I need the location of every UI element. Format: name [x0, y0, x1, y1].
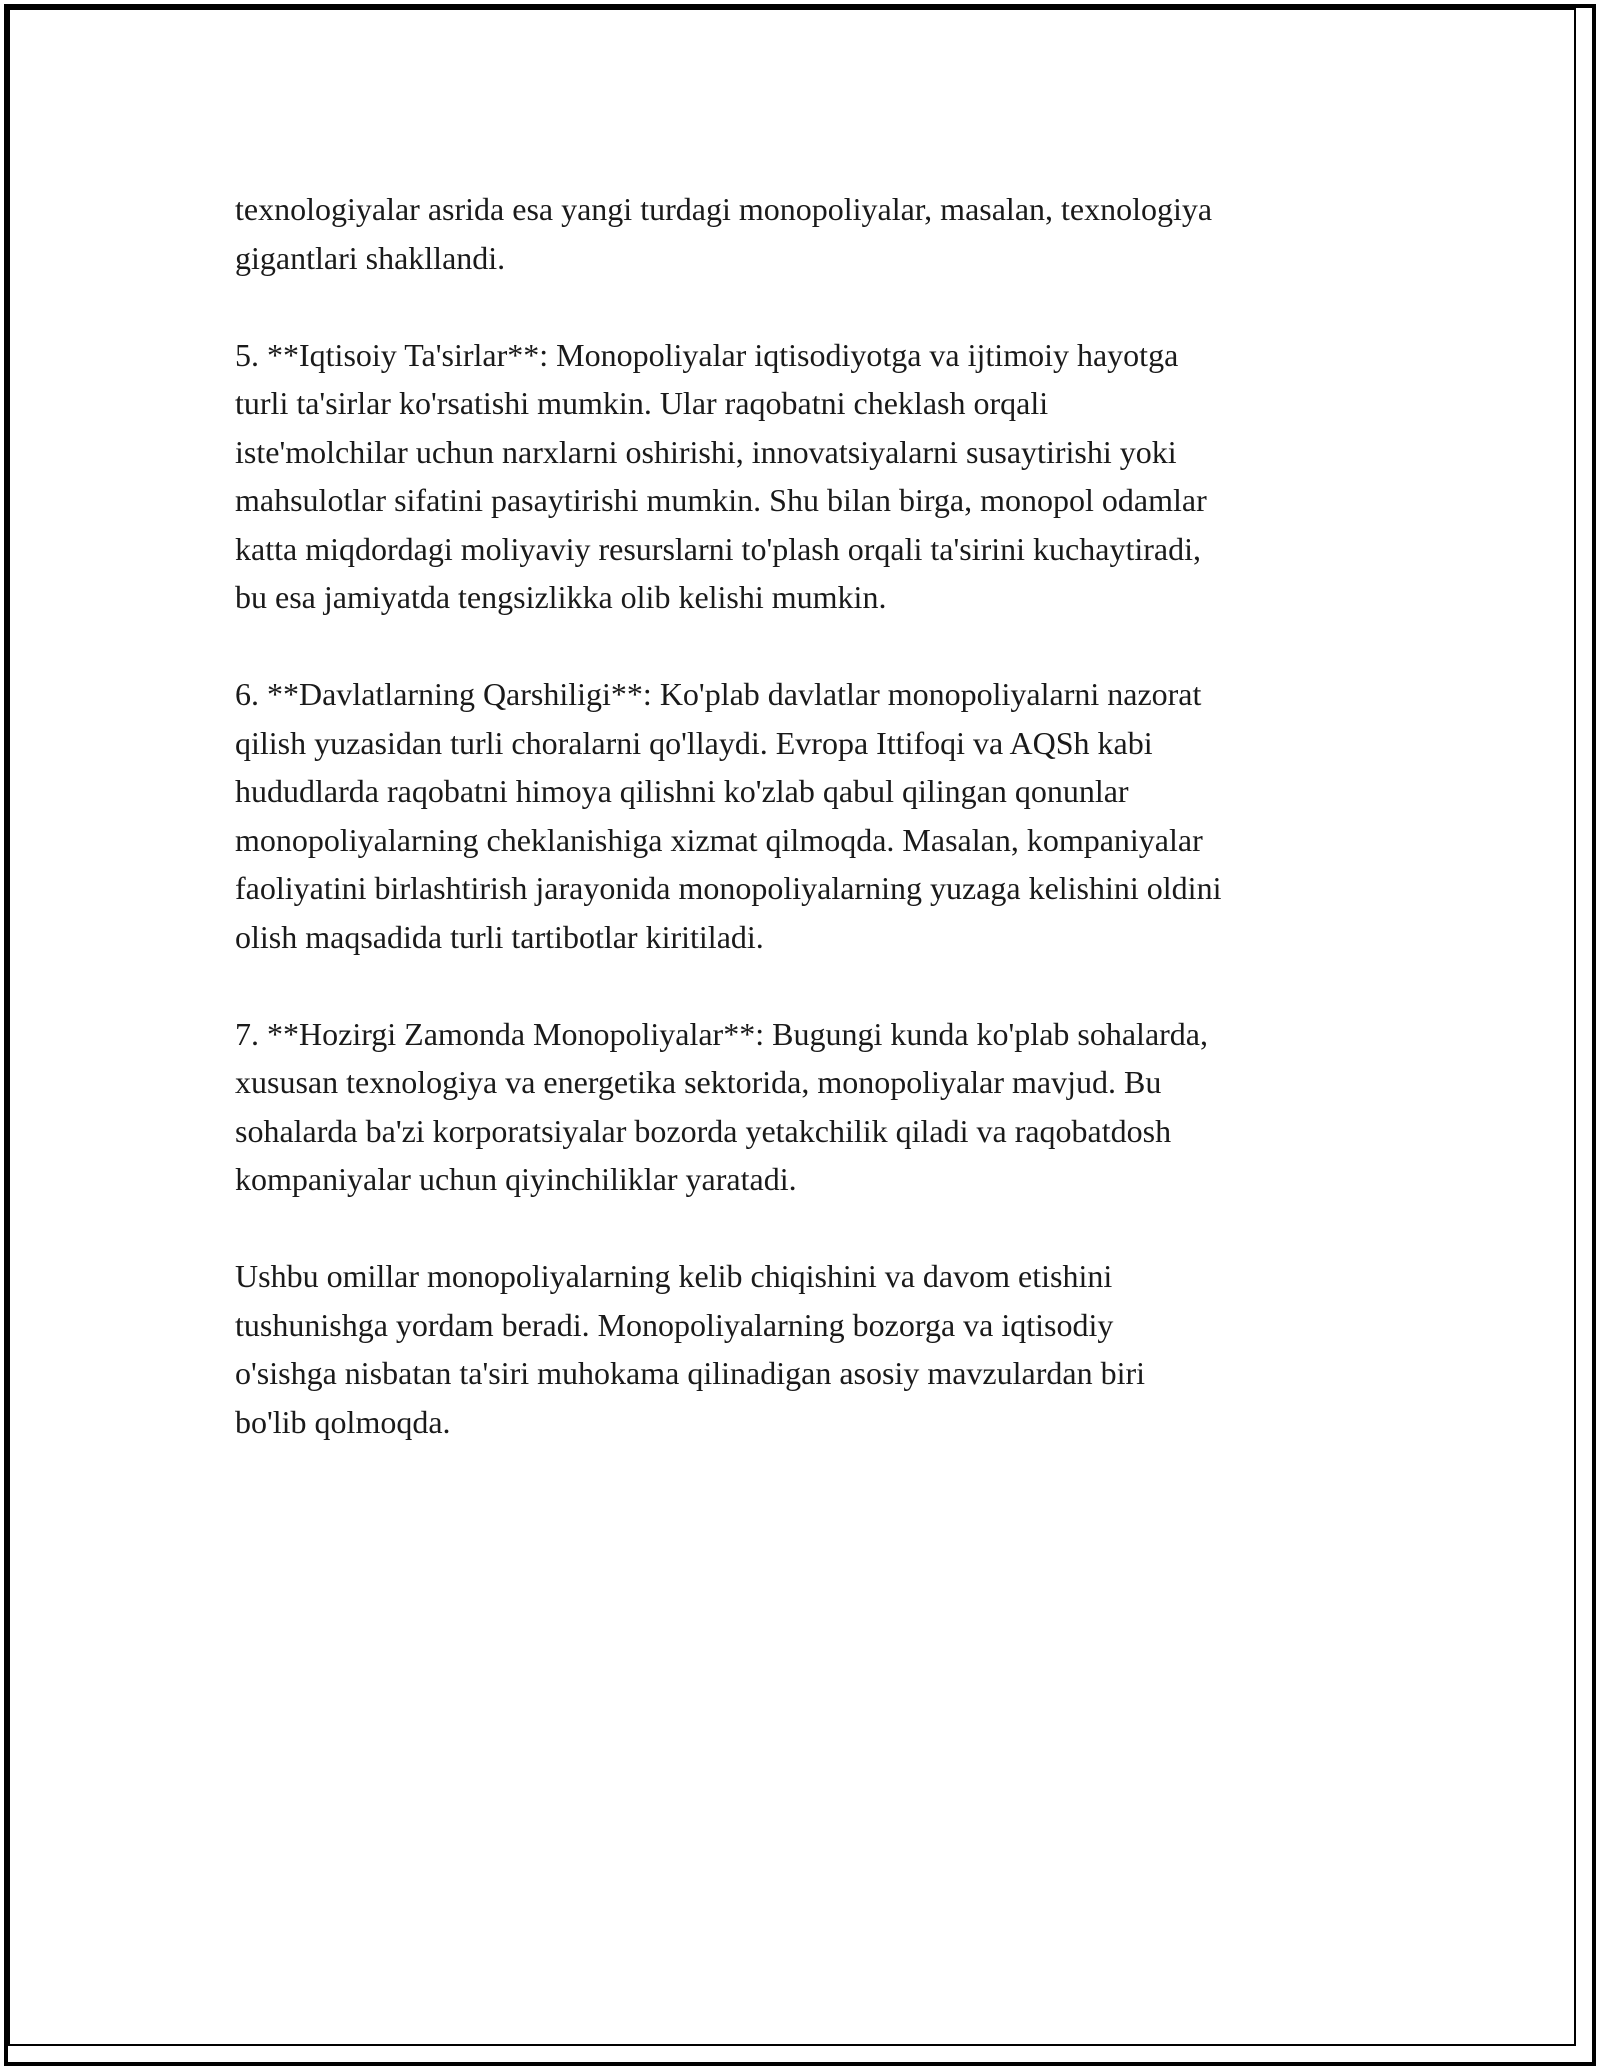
document-body — [235, 185, 1385, 1495]
paragraph-modern-monopolies: 7. **Hozirgi Zamonda Monopoliyalar**: Bugungi kunda ko'plab sohalarda, xususan texnologiya va energetika sektorida, monopoliyalar mavjud. Bu sohalarda ba'zi korporatsiyalar bozorda yetakchilik qiladi va raqobatdosh kompaniyalar uchun qiyinchiliklar yaratadi. — [235, 1015, 1208, 1197]
paragraph-conclusion: Ushbu omillar monopoliyalarning kelib chiqishini va davom etishini tushunishga yordam beradi. Monopoliyalarning bozorga va iqtisodiy o'sishga nisbatan ta'siri muhokama qilinadigan asosiy mavzulardan biri bo'lib qolmoqda. — [235, 1258, 1145, 1440]
paragraph-state-resistance: 6. **Davlatlarning Qarshiligi**: Ko'plab davlatlar monopoliyalarni nazorat qilish yuzasidan turli choralarni qo'llaydi. Evropa Ittifoqi va AQSh kabi hududlarda raqobatni himoya qilishni ko'zlab qabul qilingan qonunlar monopoliyalarning cheklanishiga xizmat qilmoqda. Masalan, kompaniyalar faoliyatini birlashtirish jarayonida monopoliyalarning yuzaga kelishini oldini olish maqsadida turli tartibotlar kiritiladi. — [235, 676, 1222, 955]
paragraph-intro-continuation: texnologiyalar asrida esa yangi turdagi monopoliyalar, masalan, texnologiya gigantlari shakllandi. — [235, 191, 1213, 276]
paragraph-economic-effects: 5. **Iqtisoiy Ta'sirlar**: Monopoliyalar iqtisodiyotga va ijtimoiy hayotga turli ta'sirlar ko'rsatishi mumkin. Ular raqobatni cheklash orqali iste'molchilar uchun narxlarni oshirishi, innovatsiyalarni susaytirishi yoki mahsulotlar sifatini pasaytirishi mumkin. Shu bilan birga, monopol odamlar katta miqdordagi moliyaviy resurslarni to'plash orqali ta'sirini kuchaytiradi, bu esa jamiyatda tengsizlikka olib kelishi mumkin. — [235, 336, 1207, 615]
